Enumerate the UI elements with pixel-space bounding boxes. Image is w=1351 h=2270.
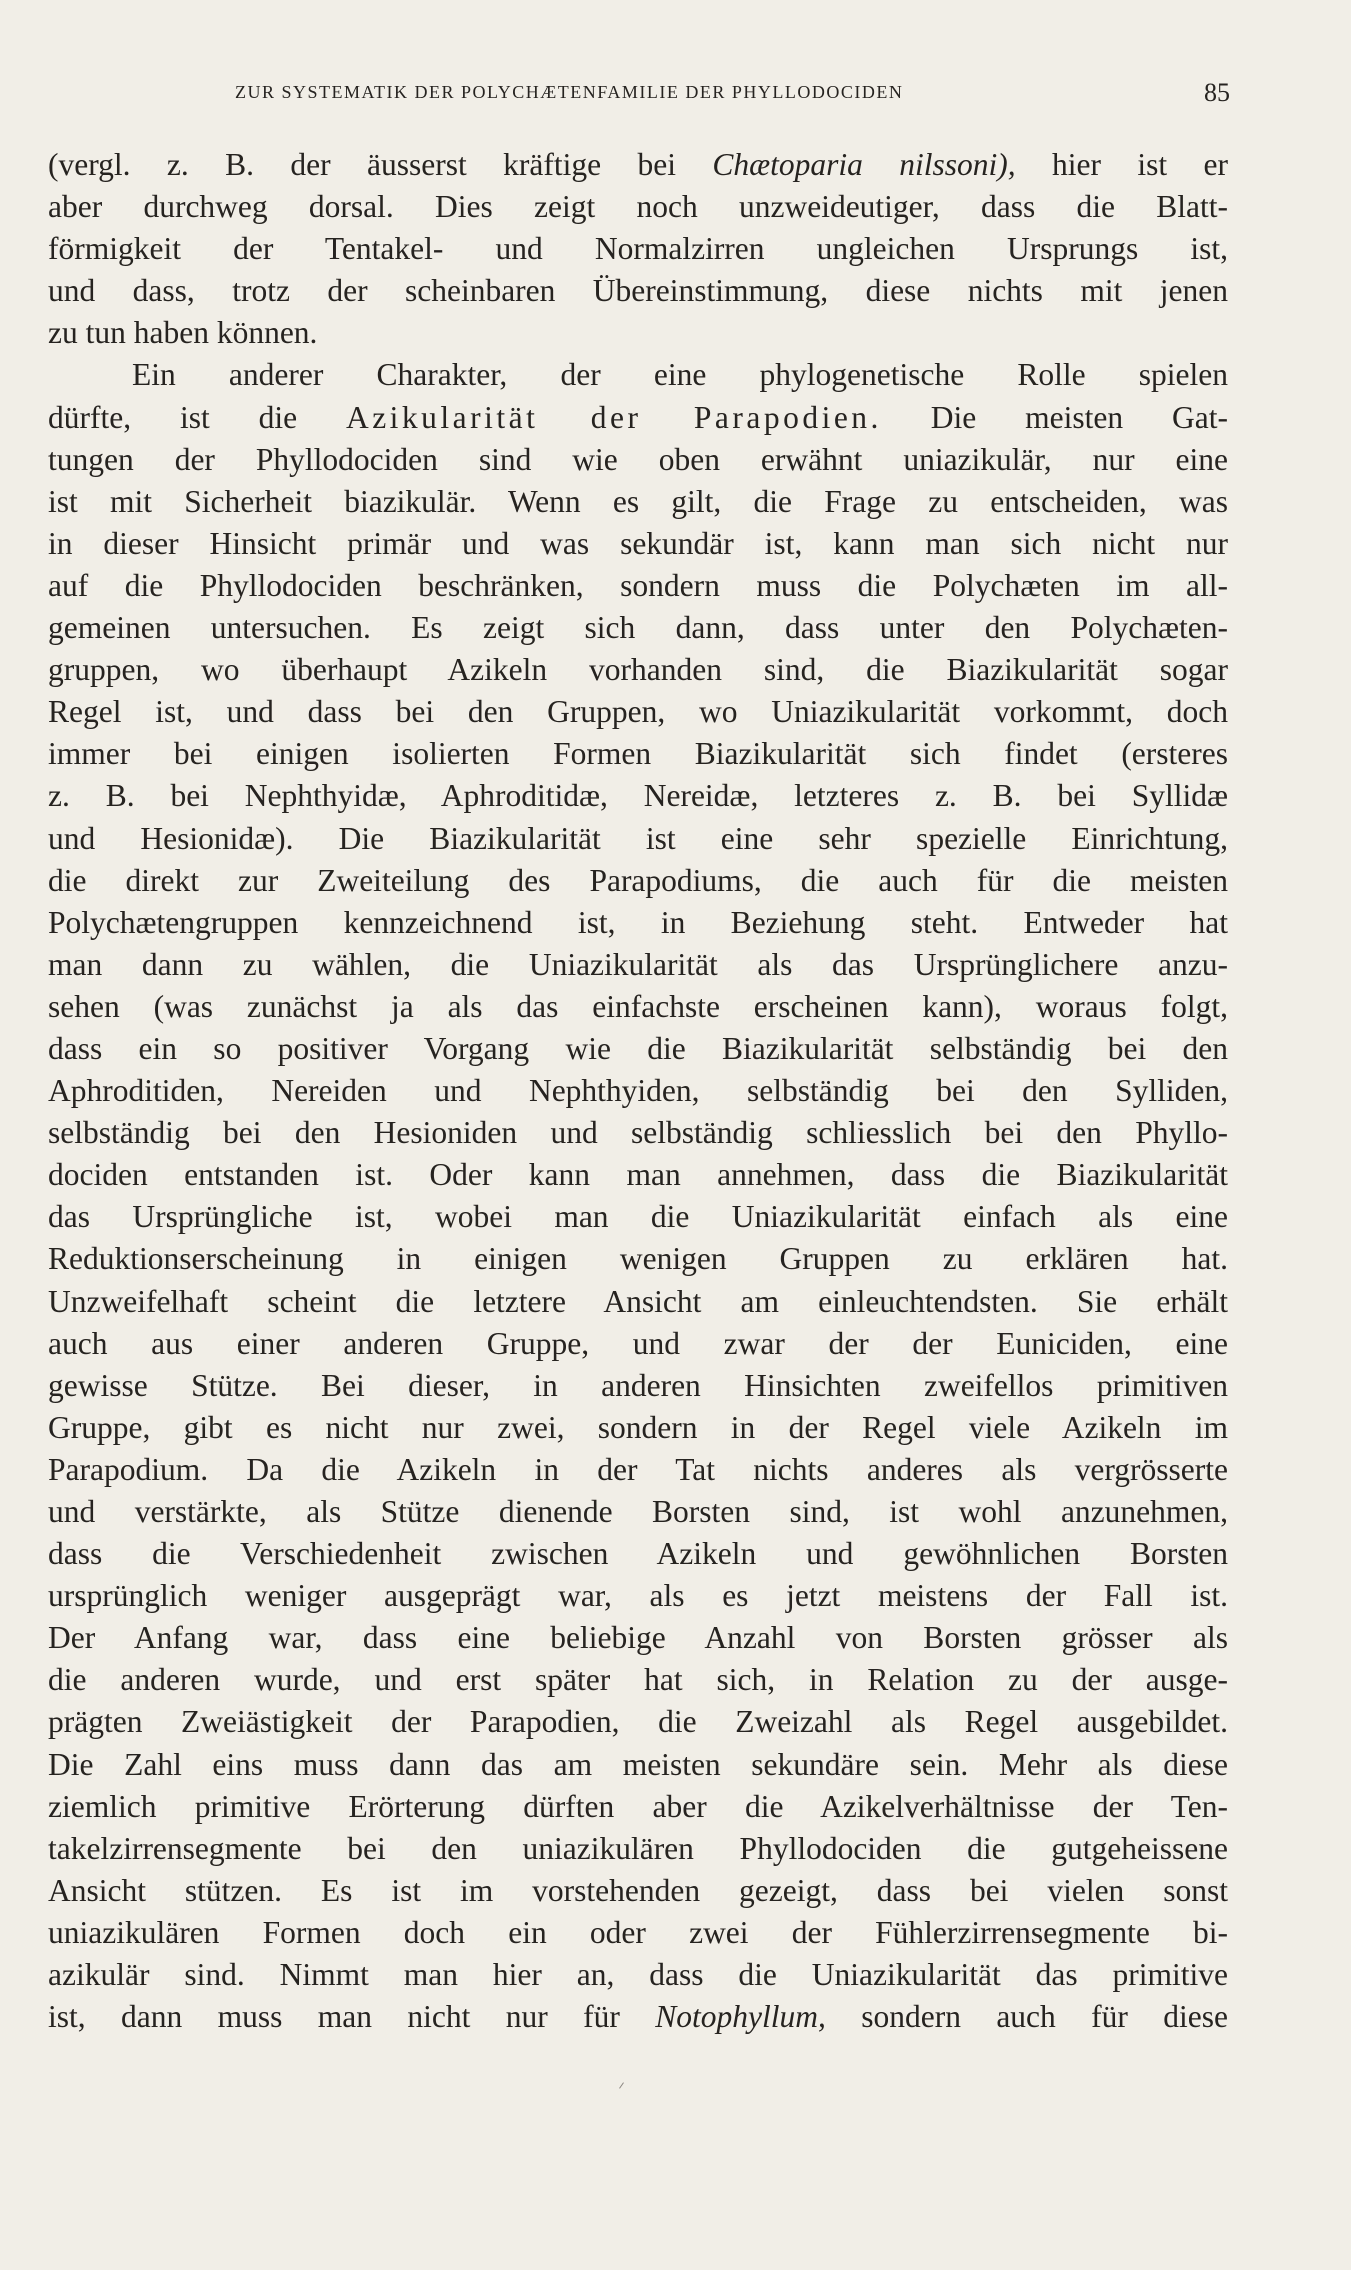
species-name-italic: Chætoparia nilssoni), bbox=[712, 147, 1016, 182]
text-line: z. B. bei Nephthyidæ, Aphroditidæ, Nereidæ, letzteres z. B. bei Syllidæ bbox=[48, 778, 1228, 814]
text-run: dürfte, ist die bbox=[48, 399, 346, 435]
paper-speck bbox=[619, 2082, 624, 2088]
text-run: Die meisten Gat- bbox=[881, 399, 1228, 435]
text-line: auf die Phyllodociden beschränken, sondern muss die Polychæten im all- bbox=[48, 567, 1228, 603]
text-line: dociden entstanden ist. Oder kann man annehmen, dass die Biazikularität bbox=[48, 1157, 1228, 1193]
text-line: ist mit Sicherheit biazikulär. Wenn es gilt, die Frage zu entscheiden, was bbox=[48, 483, 1228, 519]
text-line: zu tun haben können. bbox=[48, 315, 318, 351]
text-line bbox=[48, 144, 1228, 186]
text-line: gruppen, wo überhaupt Azikeln vorhanden sind, die Biazikularität sogar bbox=[48, 652, 1228, 688]
text-line: Unzweifelhaft scheint die letztere Ansicht am einleuchtendsten. Sie erhält bbox=[48, 1283, 1228, 1319]
text-line: Parapodium. Da die Azikeln in der Tat nichts anderes als vergrösserte bbox=[48, 1451, 1228, 1487]
paragraph-start-line: Ein anderer Charakter, der eine phylogenetische Rolle spielen bbox=[132, 357, 1228, 393]
text-line: Reduktionserscheinung in einigen wenigen Gruppen zu erklären hat. bbox=[48, 1241, 1228, 1277]
text-run: sondern auch für diese bbox=[825, 1999, 1228, 2035]
text-line: gewisse Stütze. Bei dieser, in anderen Hinsichten zweifellos primitiven bbox=[48, 1367, 1228, 1403]
text-line: auch aus einer anderen Gruppe, und zwar der der Euniciden, eine bbox=[48, 1325, 1228, 1361]
text-line: und Hesionidæ). Die Biazikularität ist eine sehr spezielle Einrichtung, bbox=[48, 820, 1228, 856]
text-line: in dieser Hinsicht primär und was sekundär ist, kann man sich nicht nur bbox=[48, 525, 1228, 561]
text-line: und verstärkte, als Stütze dienende Borsten sind, ist wohl anzunehmen, bbox=[48, 1494, 1228, 1529]
text-line: aber durchweg dorsal. Dies zeigt noch unzweideutiger, dass die Blatt- bbox=[48, 189, 1228, 225]
text-line: uniazikulären Formen doch ein oder zwei der Fühlerzirrensegmente bi- bbox=[48, 1914, 1228, 1950]
text-line: sehen (was zunächst ja als das einfachste erscheinen kann), woraus folgt, bbox=[48, 988, 1228, 1024]
text-line: Gruppe, gibt es nicht nur zwei, sondern in der Regel viele Azikeln im bbox=[48, 1409, 1228, 1445]
text-line: Aphroditiden, Nereiden und Nephthyiden, selbständig bei den Sylliden, bbox=[48, 1073, 1228, 1109]
text-line: die anderen wurde, und erst später hat sich, in Relation zu der ausge- bbox=[48, 1662, 1228, 1698]
text-line bbox=[48, 397, 1228, 439]
text-line: dass die Verschiedenheit zwischen Azikeln und gewöhnlichen Borsten bbox=[48, 1536, 1228, 1572]
text-line: gemeinen untersuchen. Es zeigt sich dann, dass unter den Polychæten- bbox=[48, 610, 1228, 646]
text-line: Die Zahl eins muss dann das am meisten sekundäre sein. Mehr als diese bbox=[48, 1746, 1228, 1782]
text-line: Polychætengruppen kennzeichnend ist, in Beziehung steht. Entweder hat bbox=[48, 904, 1228, 940]
text-line: selbständig bei den Hesioniden und selbständig schliesslich bei den Phyllo- bbox=[48, 1115, 1228, 1151]
text-line: und dass, trotz der scheinbaren Übereinstimmung, diese nichts mit jenen bbox=[48, 273, 1228, 309]
text-line bbox=[48, 1996, 1228, 2038]
text-line: azikulär sind. Nimmt man hier an, dass die Uniazikularität das primitive bbox=[48, 1957, 1228, 1993]
text-line: man dann zu wählen, die Uniazikularität als das Ursprünglichere anzu- bbox=[48, 946, 1228, 982]
page-header bbox=[50, 78, 1230, 110]
text-line: das Ursprüngliche ist, wobei man die Uniazikularität einfach als eine bbox=[48, 1199, 1228, 1235]
text-line: takelzirrensegmente bei den uniazikulären Phyllodociden die gutgeheissene bbox=[48, 1830, 1228, 1866]
text-line: tungen der Phyllodociden sind wie oben erwähnt uniazikulär, nur eine bbox=[48, 441, 1228, 477]
text-line: Ansicht stützen. Es ist im vorstehenden gezeigt, dass bei vielen sonst bbox=[48, 1872, 1228, 1908]
text-line: immer bei einigen isolierten Formen Biazikularität sich findet (ersteres bbox=[48, 736, 1228, 772]
text-line: förmigkeit der Tentakel- und Normalzirren ungleichen Ursprungs ist, bbox=[48, 231, 1228, 267]
text-line: ziemlich primitive Erörterung dürften aber die Azikelverhältnisse der Ten- bbox=[48, 1788, 1228, 1824]
text-run: ist, dann muss man nicht nur für bbox=[48, 1999, 656, 2035]
running-title: ZUR SYSTEMATIK DER POLYCHÆTENFAMILIE DER PHYLLODOCIDEN bbox=[235, 82, 904, 102]
text-line: Regel ist, und dass bei den Gruppen, wo Uniazikularität vorkommt, doch bbox=[48, 694, 1228, 730]
text-run: hier ist er bbox=[1015, 147, 1228, 182]
body-text bbox=[48, 144, 1228, 2038]
spaced-emphasis: Azikularität der Parapodien. bbox=[345, 399, 882, 435]
text-line: die direkt zur Zweiteilung des Parapodiums, die auch für die meisten bbox=[48, 862, 1228, 898]
text-run: (vergl. z. B. der äusserst kräftige bei bbox=[48, 147, 713, 182]
text-line: Der Anfang war, dass eine beliebige Anzahl von Borsten grösser als bbox=[48, 1620, 1228, 1656]
text-line: dass ein so positiver Vorgang wie die Biazikularität selbständig bei den bbox=[48, 1030, 1228, 1066]
genus-name-italic: Notophyllum, bbox=[655, 1999, 826, 2035]
text-line: prägten Zweiästigkeit der Parapodien, die Zweizahl als Regel ausgebildet. bbox=[48, 1704, 1228, 1740]
text-line: ursprünglich weniger ausgeprägt war, als es jetzt meistens der Fall ist. bbox=[48, 1578, 1228, 1614]
page-number: 85 bbox=[1204, 78, 1230, 107]
